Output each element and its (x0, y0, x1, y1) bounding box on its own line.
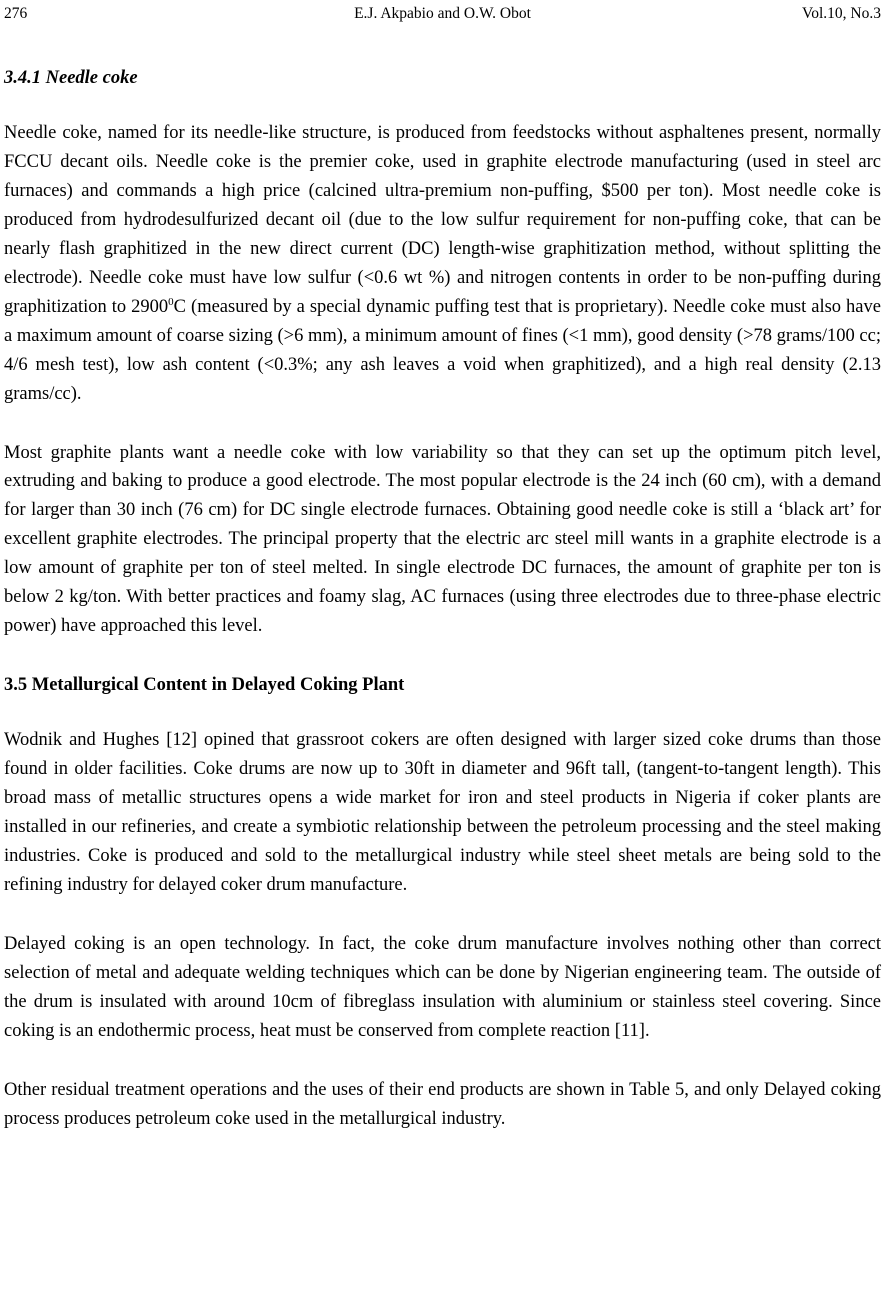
paragraph-open-technology: Delayed coking is an open technology. In fact, the coke drum manufacture involves nothing other than correct selection of metal and adequate welding techniques which can be done by Nigerian engineering team. The outside of the drum is insulated with around 10cm of fibreglass insulation with aluminium or stainless steel covering. Since coking is an endothermic process, heat must be conserved from complete reaction [11]. (4, 933, 881, 1041)
paragraph-residual-treatment: Other residual treatment operations and the uses of their end products are shown in Table 5, and only Delayed coking process produces petroleum coke used in the metallurgical industry. (4, 1079, 881, 1129)
header-volume: Vol.10, No.3 (802, 5, 881, 22)
paragraph-graphite-plants: Most graphite plants want a needle coke with low variability so that they can set up the optimum pitch level, extruding and baking to produce a good electrode. The most popular electrode is the 24 inch (60 cm), with a demand for larger than 30 inch (76 cm) for DC single electrode furnaces. Obtaining good needle coke is still a ‘black art’ for excellent graphite electrodes. The principal property that the electric arc steel mill wants in a graphite electrode is a low amount of graphite per ton of steel melted. In single electrode DC furnaces, the amount of graphite per ton is below 2 kg/ton. With better practices and foamy slag, AC furnaces (using three electrodes due to three-phase electric power) have approached this level. (4, 442, 881, 637)
paragraph-needle-coke-properties (4, 119, 881, 409)
paragraph-text-part-a: Needle coke, named for its needle-like structure, is produced from feedstocks without asphaltenes present, normally FCCU decant oils. Needle coke is the premier coke, used in graphite electrode manufacturing (used in steel arc furnaces) and commands a high price (calcined ultra-premium non-puffing, $500 per ton). Most needle coke is produced from hydrodesulfurized decant oil (due to the low sulfur requirement for non-puffing coke, that can be nearly flash graphitized in the new direct current (DC) length-wise graphitization method, without splitting the electrode). Needle coke must have low sulfur (<0.6 wt %) and nitrogen contents in order to be non-puffing during graphitization to 2900 (4, 123, 881, 317)
degree-superscript: 0 (168, 295, 174, 308)
paragraph-coke-drums: Wodnik and Hughes [12] opined that grassroot cokers are often designed with larger sized coke drums than those found in older facilities. Coke drums are now up to 30ft in diameter and 96ft tall, (tangent-to-tangent length). This broad mass of metallic structures opens a wide market for iron and steel products in Nigeria if coker plants are installed in our refineries, and create a symbiotic relationship between the petroleum processing and the steel making industries. Coke is produced and sold to the metallurgical industry while steel sheet metals are being sold to the refining industry for delayed coker drum manufacture. (4, 730, 881, 895)
header-authors: E.J. Akpabio and O.W. Obot (354, 5, 531, 22)
page-number: 276 (4, 5, 28, 22)
section-heading-metallurgical-content: 3.5 Metallurgical Content in Delayed Coking Plant (4, 675, 405, 696)
subsection-heading-needle-coke: 3.4.1 Needle coke (4, 68, 138, 88)
paragraph-text-part-b: C (measured by a special dynamic puffing test that is proprietary). Needle coke must also have a maximum amount of coarse sizing (>6 mm), a minimum amount of fines (<1 mm), good density (>78 grams/100 cc; 4/6 mesh test), low ash content (<0.3%; any ash leaves a void when graphitized), and a high real density (2.13 grams/cc). (4, 296, 881, 404)
body-content (4, 64, 881, 1164)
running-header (4, 2, 881, 26)
